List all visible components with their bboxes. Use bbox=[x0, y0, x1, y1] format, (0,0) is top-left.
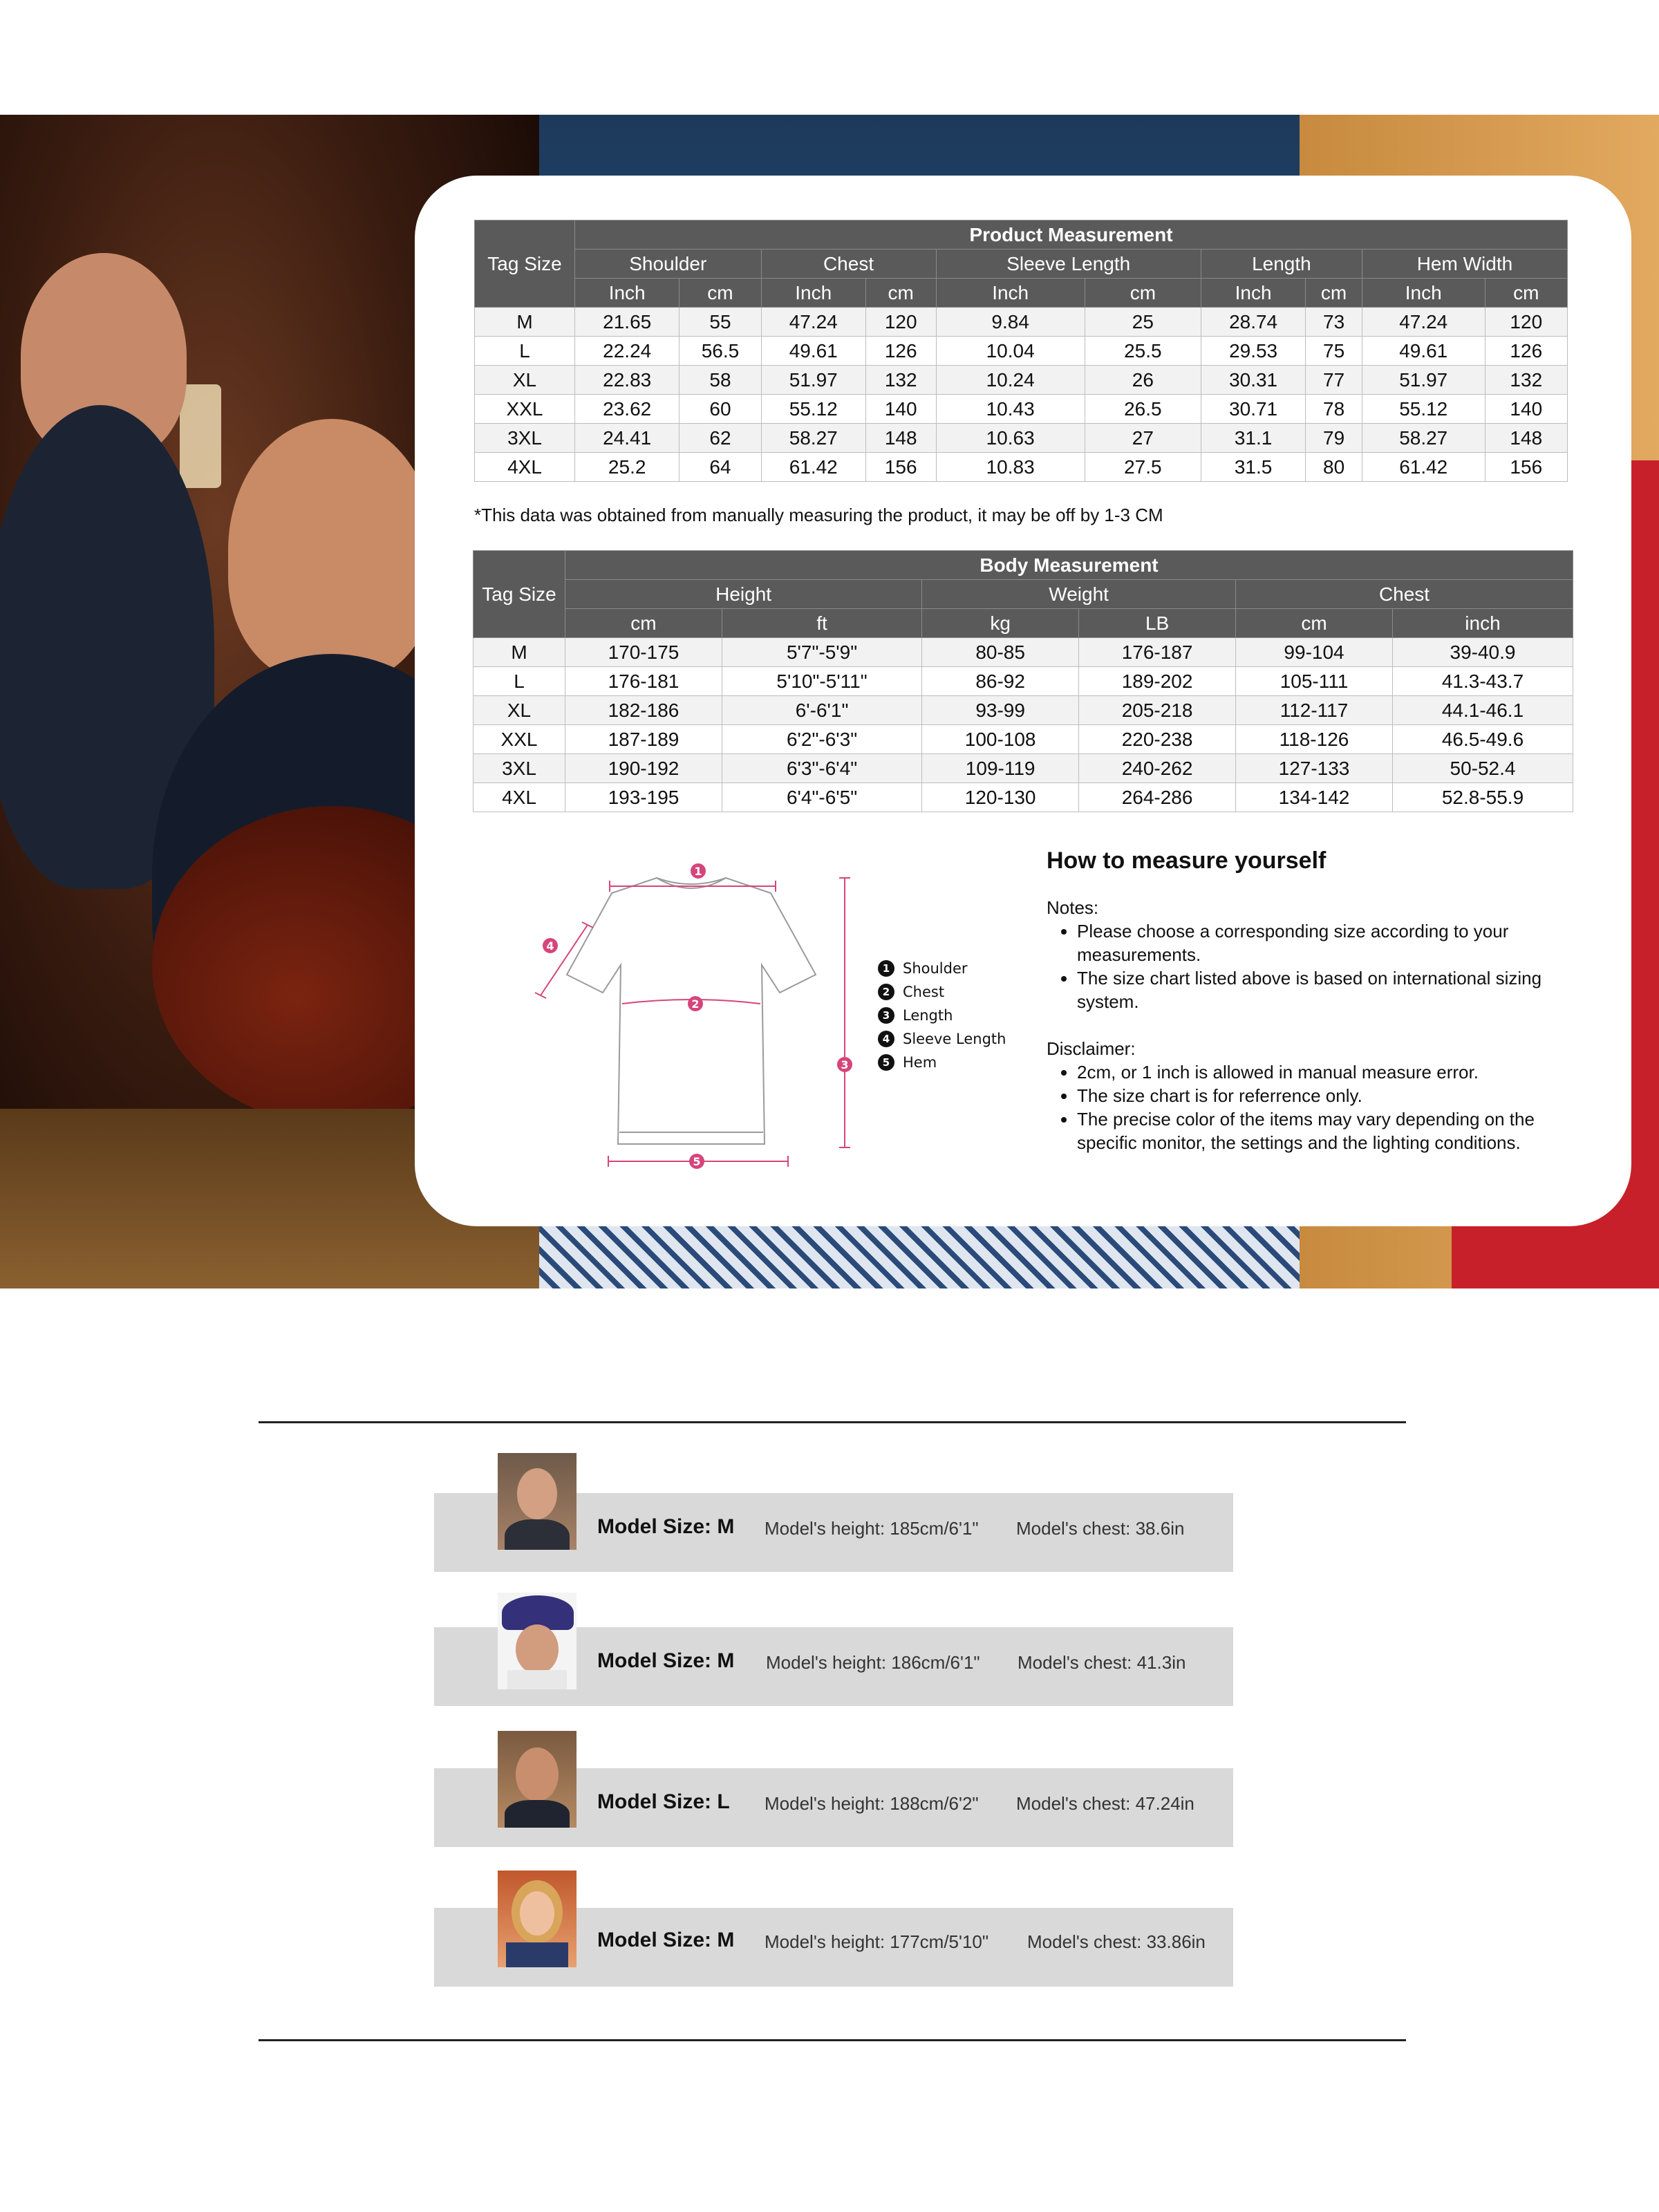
unit-header: cm bbox=[565, 609, 722, 638]
model-height: Model's height: 188cm/6'2" bbox=[765, 1793, 979, 1814]
value-cell: 176-181 bbox=[565, 667, 722, 696]
value-cell: 31.5 bbox=[1201, 453, 1305, 482]
value-cell: 100-108 bbox=[922, 725, 1079, 754]
value-cell: 134-142 bbox=[1236, 783, 1393, 812]
unit-header: cm bbox=[865, 279, 936, 308]
group-header: Hem Width bbox=[1362, 250, 1567, 279]
value-cell: 10.63 bbox=[936, 424, 1085, 453]
value-cell: 60 bbox=[679, 395, 761, 424]
candle bbox=[180, 384, 221, 488]
value-cell: 27.5 bbox=[1085, 453, 1201, 482]
measure-lines bbox=[535, 878, 850, 1167]
table-row bbox=[475, 337, 1568, 366]
unit-header: cm bbox=[1306, 279, 1362, 308]
unit-header: cm bbox=[1085, 279, 1201, 308]
model-height: Model's height: 185cm/6'1" bbox=[765, 1518, 979, 1539]
value-cell: 49.61 bbox=[761, 337, 865, 366]
value-cell: 120 bbox=[1485, 308, 1567, 337]
size-cell: XL bbox=[475, 366, 575, 395]
value-cell: 109-119 bbox=[922, 754, 1079, 783]
value-cell: 220-238 bbox=[1079, 725, 1236, 754]
shirt-shape bbox=[505, 1800, 570, 1828]
value-cell: 79 bbox=[1306, 424, 1362, 453]
value-cell: 126 bbox=[1485, 337, 1567, 366]
value-cell: 58.27 bbox=[761, 424, 865, 453]
unit-header: LB bbox=[1079, 609, 1236, 638]
value-cell: 6'3"-6'4" bbox=[722, 754, 921, 783]
marker-3-label: 3 bbox=[841, 1058, 849, 1071]
value-cell: 51.97 bbox=[761, 366, 865, 395]
marker-4-label: 4 bbox=[546, 939, 554, 953]
value-cell: 118-126 bbox=[1236, 725, 1393, 754]
diagram-legend bbox=[878, 957, 1006, 1074]
value-cell: 25 bbox=[1085, 308, 1201, 337]
legend-label: Length bbox=[903, 1007, 953, 1024]
value-cell: 120-130 bbox=[922, 783, 1079, 812]
legend-number: 4 bbox=[878, 1031, 894, 1047]
value-cell: 10.43 bbox=[936, 395, 1085, 424]
model-size: Model Size: M bbox=[597, 1929, 735, 1951]
unit-header: cm bbox=[679, 279, 761, 308]
model-chest: Model's chest: 38.6in bbox=[1016, 1518, 1185, 1539]
value-cell: 156 bbox=[1485, 453, 1567, 482]
size-cell: M bbox=[475, 308, 575, 337]
value-cell: 21.65 bbox=[575, 308, 679, 337]
value-cell: 22.83 bbox=[575, 366, 679, 395]
face-shape bbox=[516, 1624, 559, 1674]
legend-number: 5 bbox=[878, 1054, 894, 1071]
value-cell: 80 bbox=[1306, 453, 1362, 482]
value-cell: 29.53 bbox=[1201, 337, 1305, 366]
value-cell: 9.84 bbox=[936, 308, 1085, 337]
group-header: Sleeve Length bbox=[936, 250, 1201, 279]
value-cell: 26 bbox=[1085, 366, 1201, 395]
value-cell: 170-175 bbox=[565, 638, 722, 667]
unit-header: ft bbox=[722, 609, 921, 638]
legend-item bbox=[878, 980, 1006, 1004]
unit-header: Inch bbox=[1201, 279, 1305, 308]
table-row bbox=[474, 783, 1573, 812]
table-row bbox=[475, 424, 1568, 453]
value-cell: 75 bbox=[1306, 337, 1362, 366]
value-cell: 46.5-49.6 bbox=[1392, 725, 1573, 754]
legend-label: Hem bbox=[903, 1054, 937, 1071]
unit-header: Inch bbox=[936, 279, 1085, 308]
model-size: Model Size: L bbox=[597, 1790, 730, 1813]
legend-number: 3 bbox=[878, 1007, 894, 1024]
value-cell: 5'7"-5'9" bbox=[722, 638, 921, 667]
value-cell: 99-104 bbox=[1236, 638, 1393, 667]
value-cell: 39-40.9 bbox=[1392, 638, 1573, 667]
group-header: Chest bbox=[761, 250, 936, 279]
value-cell: 26.5 bbox=[1085, 395, 1201, 424]
value-cell: 190-192 bbox=[565, 754, 722, 783]
model-size: Model Size: M bbox=[597, 1649, 735, 1672]
value-cell: 86-92 bbox=[922, 667, 1079, 696]
notes-label: Notes: bbox=[1047, 897, 1099, 918]
value-cell: 30.31 bbox=[1201, 366, 1305, 395]
disclaimer-item: • The precise color of the items may vary depending on the specific monitor, the settings and the lighting conditions. bbox=[1077, 1107, 1586, 1154]
marker-1-label: 1 bbox=[694, 865, 702, 878]
table-row bbox=[475, 366, 1568, 395]
value-cell: 25.2 bbox=[575, 453, 679, 482]
value-cell: 132 bbox=[1485, 366, 1567, 395]
legend-item bbox=[878, 1051, 1006, 1074]
face-shape bbox=[520, 1891, 554, 1936]
size-cell: 3XL bbox=[474, 754, 565, 783]
value-cell: 23.62 bbox=[575, 395, 679, 424]
disclaimer-item: • 2cm, or 1 inch is allowed in manual measure error. bbox=[1077, 1060, 1586, 1084]
value-cell: 49.61 bbox=[1362, 337, 1485, 366]
legend-label: Sleeve Length bbox=[903, 1031, 1006, 1047]
value-cell: 187-189 bbox=[565, 725, 722, 754]
value-cell: 27 bbox=[1085, 424, 1201, 453]
value-cell: 126 bbox=[865, 337, 936, 366]
model-chest: Model's chest: 41.3in bbox=[1018, 1652, 1186, 1673]
value-cell: 5'10"-5'11" bbox=[722, 667, 921, 696]
value-cell: 50-52.4 bbox=[1392, 754, 1573, 783]
face-shape bbox=[516, 1747, 559, 1801]
legend-number: 2 bbox=[878, 984, 894, 1000]
notes-list bbox=[1047, 919, 1586, 1013]
model-avatar bbox=[498, 1871, 577, 1967]
legend-item bbox=[878, 1027, 1006, 1051]
value-cell: 55 bbox=[679, 308, 761, 337]
legend-number: 1 bbox=[878, 960, 894, 977]
model-height: Model's height: 177cm/5'10" bbox=[765, 1931, 989, 1952]
value-cell: 78 bbox=[1306, 395, 1362, 424]
how-to-measure-section bbox=[1047, 849, 1586, 1178]
shirt-shape bbox=[506, 1942, 568, 1967]
marker-5-label: 5 bbox=[693, 1155, 701, 1168]
value-cell: 205-218 bbox=[1079, 696, 1236, 725]
value-cell: 6'4"-6'5" bbox=[722, 783, 921, 812]
unit-header: Inch bbox=[761, 279, 865, 308]
tag-size-header: Tag Size bbox=[475, 221, 575, 308]
size-cell: XXL bbox=[474, 725, 565, 754]
value-cell: 6'-6'1" bbox=[722, 696, 921, 725]
value-cell: 120 bbox=[865, 308, 936, 337]
value-cell: 24.41 bbox=[575, 424, 679, 453]
body-measurement-table bbox=[473, 550, 1573, 812]
value-cell: 25.5 bbox=[1085, 337, 1201, 366]
divider bbox=[259, 1421, 1406, 1423]
value-cell: 10.83 bbox=[936, 453, 1085, 482]
table-row bbox=[474, 696, 1573, 725]
product-measurement-title: Product Measurement bbox=[575, 221, 1568, 250]
unit-header: cm bbox=[1485, 279, 1567, 308]
size-cell: XXL bbox=[475, 395, 575, 424]
value-cell: 62 bbox=[679, 424, 761, 453]
size-cell: 4XL bbox=[475, 453, 575, 482]
model-chest: Model's chest: 33.86in bbox=[1027, 1931, 1206, 1952]
size-cell: L bbox=[474, 667, 565, 696]
size-cell: 4XL bbox=[474, 783, 565, 812]
tshirt-outline bbox=[567, 878, 816, 1144]
value-cell: 10.24 bbox=[936, 366, 1085, 395]
value-cell: 193-195 bbox=[565, 783, 722, 812]
value-cell: 132 bbox=[865, 366, 936, 395]
value-cell: 140 bbox=[865, 395, 936, 424]
value-cell: 55.12 bbox=[1362, 395, 1485, 424]
value-cell: 73 bbox=[1306, 308, 1362, 337]
model-avatar bbox=[498, 1593, 577, 1689]
value-cell: 127-133 bbox=[1236, 754, 1393, 783]
size-cell: L bbox=[475, 337, 575, 366]
note-item: • Please choose a corresponding size according to your measurements. bbox=[1077, 919, 1586, 966]
disclaimer-list bbox=[1047, 1060, 1586, 1154]
value-cell: 56.5 bbox=[679, 337, 761, 366]
value-cell: 6'2"-6'3" bbox=[722, 725, 921, 754]
size-cell: 3XL bbox=[475, 424, 575, 453]
measurement-note: *This data was obtained from manually measuring the product, it may be off by 1-3 CM bbox=[474, 505, 1163, 525]
value-cell: 10.04 bbox=[936, 337, 1085, 366]
value-cell: 182-186 bbox=[565, 696, 722, 725]
model-avatar bbox=[498, 1731, 577, 1828]
marker-2-label: 2 bbox=[691, 997, 700, 1011]
howto-title: How to measure yourself bbox=[1047, 847, 1327, 874]
unit-header: Inch bbox=[575, 279, 679, 308]
value-cell: 22.24 bbox=[575, 337, 679, 366]
model-avatar bbox=[498, 1453, 577, 1550]
value-cell: 64 bbox=[679, 453, 761, 482]
model-height: Model's height: 186cm/6'1" bbox=[766, 1652, 980, 1673]
value-cell: 140 bbox=[1485, 395, 1567, 424]
divider bbox=[259, 2039, 1406, 2041]
unit-header: Inch bbox=[1362, 279, 1485, 308]
unit-header: inch bbox=[1392, 609, 1573, 638]
value-cell: 189-202 bbox=[1079, 667, 1236, 696]
table-row bbox=[474, 725, 1573, 754]
disclaimer-label: Disclaimer: bbox=[1047, 1038, 1136, 1059]
man-face bbox=[228, 419, 435, 682]
table-row bbox=[475, 395, 1568, 424]
value-cell: 112-117 bbox=[1236, 696, 1393, 725]
table-row bbox=[474, 667, 1573, 696]
table-row bbox=[474, 754, 1573, 783]
size-cell: XL bbox=[474, 696, 565, 725]
product-measurement-table bbox=[474, 220, 1568, 482]
legend-item bbox=[878, 1004, 1006, 1027]
face-shape bbox=[517, 1468, 557, 1519]
legend-item bbox=[878, 957, 1006, 980]
value-cell: 47.24 bbox=[761, 308, 865, 337]
value-cell: 30.71 bbox=[1201, 395, 1305, 424]
model-chest: Model's chest: 47.24in bbox=[1016, 1793, 1194, 1814]
table-row bbox=[475, 453, 1568, 482]
value-cell: 47.24 bbox=[1362, 308, 1485, 337]
value-cell: 41.3-43.7 bbox=[1392, 667, 1573, 696]
model-size: Model Size: M bbox=[597, 1515, 735, 1538]
value-cell: 61.42 bbox=[761, 453, 865, 482]
value-cell: 105-111 bbox=[1236, 667, 1393, 696]
value-cell: 52.8-55.9 bbox=[1392, 783, 1573, 812]
unit-header: cm bbox=[1236, 609, 1393, 638]
value-cell: 58 bbox=[679, 366, 761, 395]
unit-header: kg bbox=[922, 609, 1079, 638]
legend-label: Chest bbox=[903, 984, 945, 1000]
note-item: • The size chart listed above is based on international sizing system. bbox=[1077, 966, 1586, 1013]
value-cell: 240-262 bbox=[1079, 754, 1236, 783]
group-header: Height bbox=[565, 580, 922, 609]
group-header: Weight bbox=[922, 580, 1236, 609]
shirt-shape bbox=[507, 1670, 567, 1689]
value-cell: 80-85 bbox=[922, 638, 1079, 667]
value-cell: 93-99 bbox=[922, 696, 1079, 725]
value-cell: 51.97 bbox=[1362, 366, 1485, 395]
value-cell: 58.27 bbox=[1362, 424, 1485, 453]
shirt-shape bbox=[505, 1519, 570, 1550]
value-cell: 31.1 bbox=[1201, 424, 1305, 453]
value-cell: 148 bbox=[1485, 424, 1567, 453]
legend-label: Shoulder bbox=[903, 960, 968, 977]
value-cell: 61.42 bbox=[1362, 453, 1485, 482]
value-cell: 55.12 bbox=[761, 395, 865, 424]
group-header: Chest bbox=[1236, 580, 1573, 609]
value-cell: 264-286 bbox=[1079, 783, 1236, 812]
value-cell: 44.1-46.1 bbox=[1392, 696, 1573, 725]
group-header: Shoulder bbox=[575, 250, 762, 279]
table-row bbox=[475, 308, 1568, 337]
size-cell: M bbox=[474, 638, 565, 667]
value-cell: 148 bbox=[865, 424, 936, 453]
value-cell: 77 bbox=[1306, 366, 1362, 395]
value-cell: 156 bbox=[865, 453, 936, 482]
value-cell: 28.74 bbox=[1201, 308, 1305, 337]
group-header: Length bbox=[1201, 250, 1362, 279]
disclaimer-item: • The size chart is for referrence only. bbox=[1077, 1084, 1586, 1107]
body-measurement-title: Body Measurement bbox=[565, 551, 1573, 580]
tag-size-header: Tag Size bbox=[474, 551, 565, 638]
value-cell: 176-187 bbox=[1079, 638, 1236, 667]
table-row bbox=[474, 638, 1573, 667]
